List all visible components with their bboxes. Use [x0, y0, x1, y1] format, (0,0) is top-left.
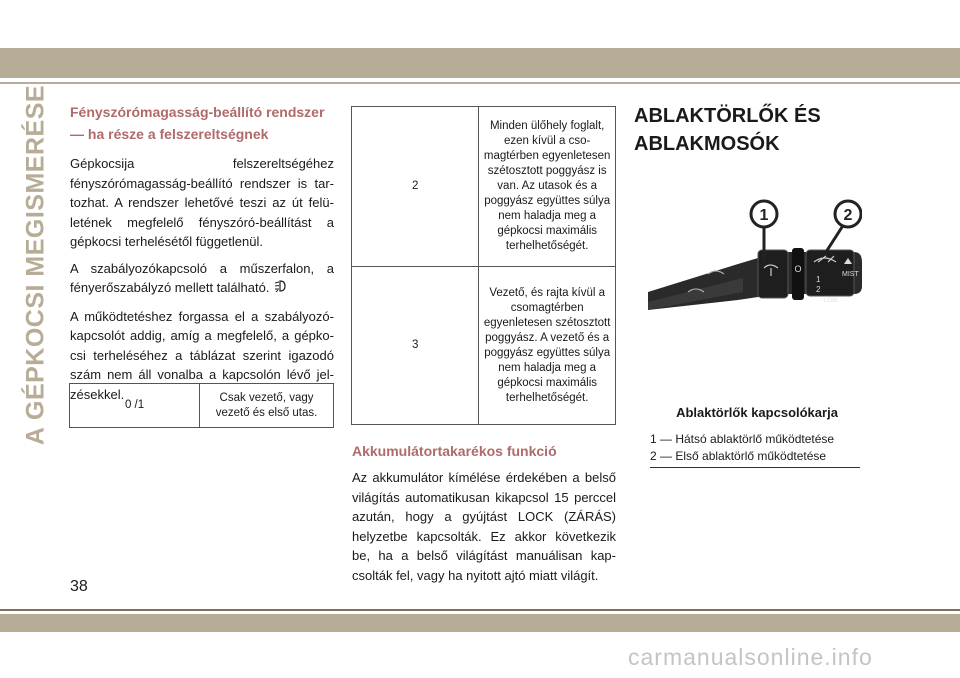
- headlight-heading-line2: — ha része a felszereltségnek: [70, 126, 269, 142]
- headlight-paragraph-1: Gépkocsija felszereltségéhez fényszórómagasság-beállító rendszer is tartozhat. A rendszer lehetővé teszi az út felületének megfelelő fényszóró-beállítást a gépkocsi terhelésétől függetlenül.: [70, 156, 334, 249]
- figure-caption: Ablaktörlők kapcsolókarja: [676, 405, 838, 420]
- table-row: [70, 384, 334, 428]
- battery-saver-heading: Akkumulátortakarékos funkció: [352, 443, 557, 459]
- table-cell-description: Vezető, és rajta kívül a csomagtérben egyenletesen szétosztott poggyász. A vezető és a poggyász együttes súlya nem haladja meg a gépkocsi maximális terhelhetőségét.: [479, 267, 616, 425]
- bottom-band: [0, 614, 960, 632]
- headlight-paragraph-2: [70, 259, 334, 300]
- label-speed-1: 1: [816, 275, 821, 284]
- top-band: [0, 48, 960, 78]
- label-off: O: [794, 264, 802, 274]
- wiper-lever-figure: [648, 192, 862, 350]
- battery-saver-paragraph: Az akkumulátor kímélése érdekében a belső világítás automatikusan kikapcsol 15 perccel azután, hogy a gyújtást LOCK (ZÁRÁS) helyzetbe kapcsolták. Ez akkor következik be, ha a belső világítást manuálisan kapcsolták fel, vagy ha nyitott ajtó miatt világít.: [352, 470, 616, 583]
- table-row: [352, 267, 616, 425]
- label-mist: MIST: [842, 271, 859, 278]
- wipers-heading-line1: ABLAKTÖRLŐK ÉS: [634, 105, 821, 127]
- wipers-heading-line2: ABLAKMOSÓK: [634, 133, 780, 155]
- headlight-paragraph-2-text: A szabályozókapcsoló a műszerfalon, a fényerőszabályzó mellett található.: [70, 260, 334, 296]
- watermark: carmanualsonline.info: [628, 644, 873, 670]
- label-speed-2: 2: [816, 285, 821, 294]
- headlight-paragraph-3: A működtetéshez forgassa el a szabályozókapcsolót addig, amíg a megfelelő, a gépkocsi terheléséhez a táblázat szerint igazodó szám nem áll vonalba a kapcsolón lévő jelzésekkel.: [70, 308, 334, 402]
- callout-2: 2: [843, 207, 853, 224]
- table-cell-position: 2: [352, 107, 479, 267]
- column-middle: [352, 440, 616, 592]
- table-cell-description: Csak vezető, vagy vezető és első utas.: [200, 384, 334, 428]
- top-rule: [0, 82, 960, 84]
- column-right: [634, 102, 864, 158]
- table-cell-position: 0 /1: [70, 384, 200, 428]
- legend-item-2: 2 — Első ablaktörlő működtetése: [650, 449, 827, 463]
- bottom-rule: [0, 609, 960, 611]
- column-left: [70, 101, 334, 411]
- legend-item-1: 1 — Hátsó ablaktörlő működtetése: [650, 432, 835, 446]
- level-table-continued: [351, 106, 616, 425]
- side-tab: [18, 84, 54, 446]
- table-row: [352, 107, 616, 267]
- figure-legend: [650, 431, 860, 468]
- headlight-level-icon: [273, 278, 289, 300]
- side-title: A GÉPKOCSI MEGISMERÉSE: [21, 84, 50, 446]
- table-cell-description: Minden ülőhely foglalt, ezen kívül a csomagtérben egyenletesen szétosztott poggyász is van. Az utasok és a poggyász együttes súlya nem haladja meg a gépkocsi maximális terhelhetőségét.: [479, 107, 616, 267]
- table-cell-position: 3: [352, 267, 479, 425]
- page-number: 38: [70, 578, 88, 595]
- label-low: LOW: [824, 298, 838, 304]
- callout-1: 1: [759, 207, 769, 224]
- headlight-heading-line1: Fényszórómagasság-beállító rendszer: [70, 104, 325, 120]
- level-table-first: [69, 383, 334, 428]
